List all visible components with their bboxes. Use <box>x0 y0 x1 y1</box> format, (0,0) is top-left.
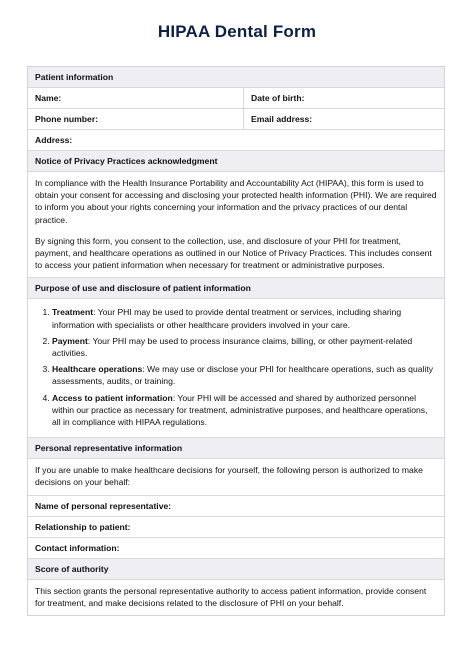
patient-row-name-dob <box>28 88 444 109</box>
page-title: HIPAA Dental Form <box>157 22 317 41</box>
section-header-privacy <box>28 151 444 172</box>
purpose-text: : We may use or disclose your PHI for healthcare operations, such as quality assessments, audits, or training. <box>52 364 434 387</box>
hipaa-form <box>27 66 445 616</box>
purpose-text: : Your PHI may be used to process insurance claims, billing, or other payment-related activities. <box>52 335 413 359</box>
privacy-text <box>28 172 444 277</box>
email-field[interactable]: Email address: <box>251 113 313 124</box>
authority-text-row <box>28 580 444 615</box>
section-title: Personal representative information <box>35 443 183 454</box>
contact-row <box>28 538 444 559</box>
representative-intro: If you are unable to make healthcare decisions for yourself, the following person is authorized to make decisions on your behalf: <box>35 465 423 488</box>
section-header-patient-info <box>28 67 444 88</box>
authority-text: This section grants the personal representative authority to access patient information, provide consent for treatment, and make decisions related to the disclosure of PHI on your behalf. <box>35 585 427 608</box>
name-field[interactable]: Name: <box>28 88 244 108</box>
purpose-term: Healthcare operations <box>52 364 143 375</box>
purpose-term: Payment <box>52 335 88 346</box>
privacy-text-row <box>28 172 444 278</box>
patient-row-phone-email <box>28 109 444 130</box>
purpose-item <box>52 335 437 359</box>
section-title: Score of authority <box>35 563 109 574</box>
section-header-purpose <box>28 278 444 299</box>
relationship-row <box>28 517 444 538</box>
contact-field[interactable]: Contact information: <box>35 542 120 553</box>
purpose-list <box>35 306 437 428</box>
patient-row-address <box>28 130 444 151</box>
purpose-text: : Your PHI may be used to provide dental treatment or services, including sharing information with specialists or other healthcare providers involved in your care. <box>52 307 402 330</box>
purpose-item <box>52 392 437 429</box>
purpose-list-row <box>28 299 444 438</box>
section-title: Purpose of use and disclosure of patient information <box>35 283 251 294</box>
section-header-representative <box>28 438 444 459</box>
address-field[interactable]: Address: <box>35 134 73 145</box>
representative-intro-row <box>28 459 444 495</box>
section-title: Notice of Privacy Practices acknowledgment <box>35 155 218 166</box>
relationship-field[interactable]: Relationship to patient: <box>35 521 131 532</box>
purpose-list-container <box>28 299 444 437</box>
representative-name-field[interactable]: Name of personal representative: <box>35 500 172 511</box>
privacy-paragraph: In compliance with the Health Insurance Portability and Accountability Act (HIPAA), this form is used to obtain your consent for accessing and disclosing your protected health information (PHI). We are required to inform you about your rights concerning your information and the privacy practices of our dental practice. <box>35 178 437 225</box>
purpose-item <box>52 306 437 330</box>
purpose-term: Access to patient information <box>52 392 173 403</box>
phone-field[interactable]: Phone number: <box>28 109 244 129</box>
section-title: Patient information <box>35 71 114 82</box>
purpose-term: Treatment <box>52 307 94 318</box>
dob-field[interactable]: Date of birth: <box>251 92 305 103</box>
purpose-item <box>52 363 437 387</box>
privacy-paragraph: By signing this form, you consent to the collection, use, and disclosure of your PHI for treatment, payment, and healthcare operations as outlined in our Notice of Privacy Practices. This includes consent to access your patient information when necessary for treatment or administrative purposes. <box>35 235 432 271</box>
representative-name-row <box>28 496 444 517</box>
purpose-text: : Your PHI will be accessed and shared by authorized personnel within our practice as necessary for treatment, administrative purposes, and healthcare operations, all in compliance with HIPAA regulations. <box>52 392 428 428</box>
section-header-authority <box>28 559 444 580</box>
